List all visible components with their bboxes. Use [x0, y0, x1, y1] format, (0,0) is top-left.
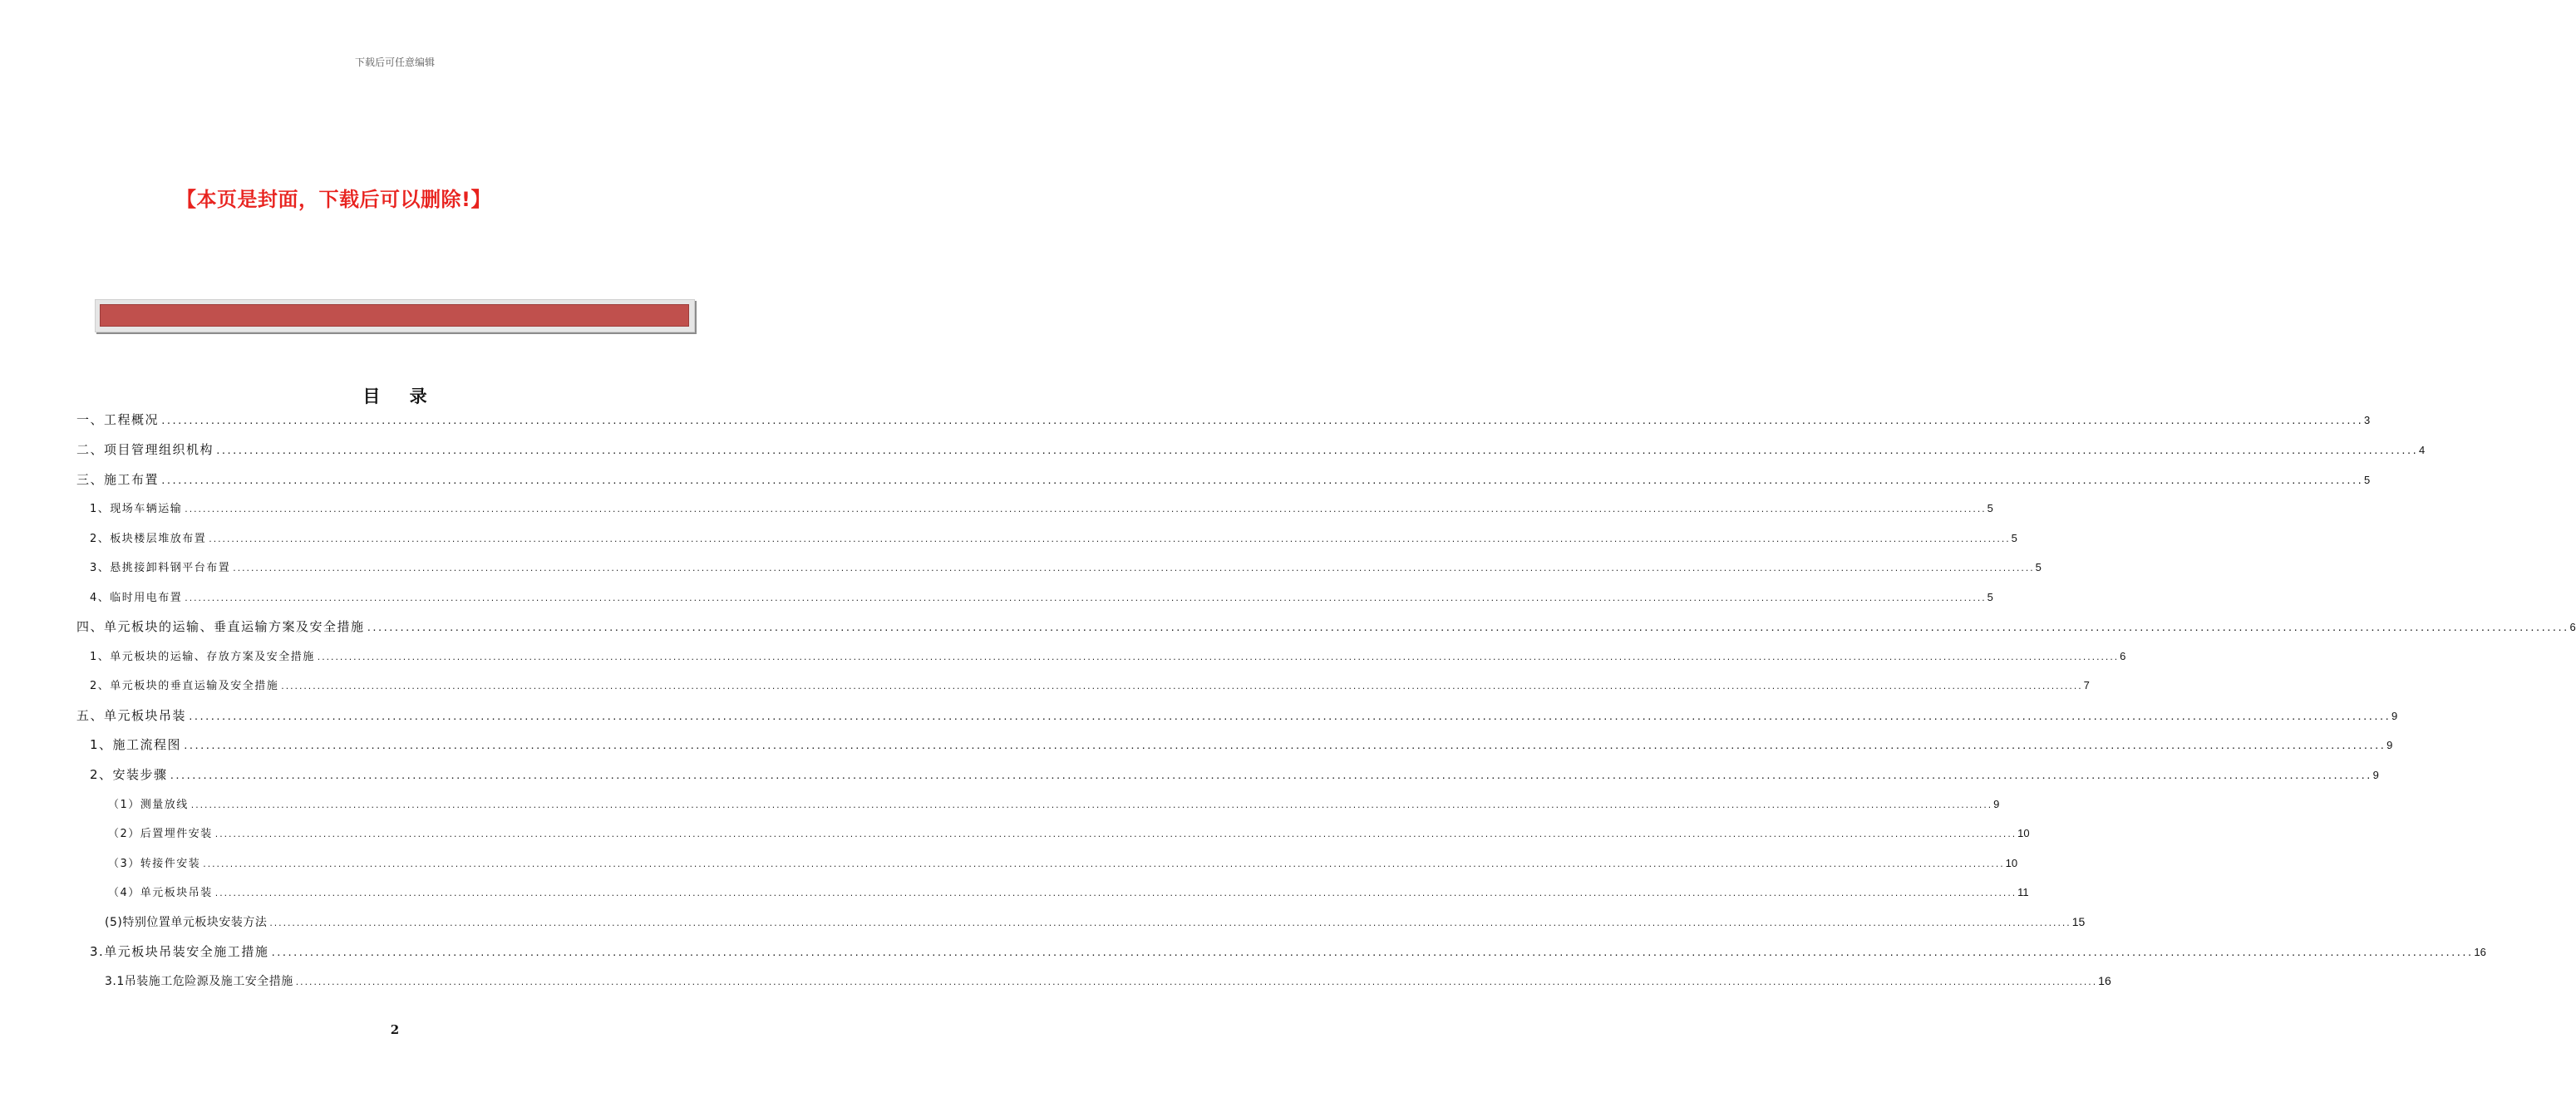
toc-entry-label: （3）转接件安装 [108, 858, 201, 870]
header-note: 下载后可任意编辑 [354, 57, 435, 68]
toc-dot-leader: ................................................................................................................................................................................................................................................................................................................................................................................................................ [280, 683, 2082, 691]
toc-dot-leader: ................................................................................................................................................................................................................................................................................................................................................................................................................ [188, 711, 2391, 722]
toc-dot-leader: ................................................................................................................................................................................................................................................................................................................................................................................................................ [316, 654, 2119, 662]
toc-entry-label: 2、安装步骤 [90, 767, 168, 782]
toc-entry[interactable] [76, 470, 2371, 488]
toc-entry-page: 10 [2017, 827, 2030, 839]
toc-entry[interactable] [108, 883, 2029, 899]
toc-entry-label: （2）后置埋件安装 [108, 828, 213, 840]
toc-entry[interactable] [108, 824, 2030, 840]
toc-entry-label: 2、板块楼层堆放布置 [90, 533, 207, 545]
toc-entry[interactable] [108, 854, 2018, 870]
toc-entry[interactable] [90, 558, 2042, 574]
toc-entry[interactable] [90, 736, 2393, 753]
toc-dot-leader: ................................................................................................................................................................................................................................................................................................................................................................................................................ [183, 741, 2386, 751]
toc-entry-label: 3.1吊装施工危险源及施工安全措施 [105, 975, 293, 988]
toc-entry-label: 3、悬挑接卸料钢平台布置 [90, 562, 231, 574]
toc-entry-label: （4）单元板块吊装 [108, 887, 213, 899]
page-number: 2 [390, 1022, 400, 1037]
toc-dot-leader: ................................................................................................................................................................................................................................................................................................................................................................................................................ [160, 475, 2363, 486]
toc-entry-page: 16 [2098, 974, 2111, 987]
toc-dot-leader: ................................................................................................................................................................................................................................................................................................................................................................................................................ [184, 506, 1986, 514]
toc-dot-leader: ................................................................................................................................................................................................................................................................................................................................................................................................................ [215, 445, 2418, 456]
toc-entry[interactable] [90, 677, 2090, 692]
toc-entry-label: 1、单元板块的运输、存放方案及安全措施 [90, 651, 315, 663]
toc-dot-leader: ................................................................................................................................................................................................................................................................................................................................................................................................................ [366, 622, 2569, 633]
toc-dot-leader: ................................................................................................................................................................................................................................................................................................................................................................................................................ [214, 831, 2017, 839]
toc-entry[interactable] [90, 499, 1993, 515]
toc-entry-page: 10 [2005, 857, 2018, 869]
toc-entry-label: 一、工程概况 [76, 412, 160, 427]
toc-entry[interactable] [90, 647, 2126, 663]
toc-entry-label: 1、施工流程图 [90, 737, 182, 752]
toc-dot-leader: ................................................................................................................................................................................................................................................................................................................................................................................................................ [202, 861, 2004, 869]
toc-dot-leader: ................................................................................................................................................................................................................................................................................................................................................................................................................ [214, 890, 2017, 898]
toc-entry-page: 16 [2474, 946, 2486, 958]
toc-dot-leader: ................................................................................................................................................................................................................................................................................................................................................................................................................ [208, 536, 2010, 544]
toc-entry-page: 11 [2017, 886, 2029, 898]
toc-entry-page: 9 [2386, 739, 2393, 751]
toc-entry[interactable] [105, 913, 2086, 930]
toc-entry[interactable] [90, 765, 2379, 783]
toc-entry-page: 3 [2364, 414, 2371, 426]
toc-entry[interactable] [90, 529, 2017, 545]
toc-entry-label: 四、单元板块的运输、垂直运输方案及安全措施 [76, 619, 365, 634]
toc-entry-page: 6 [2120, 650, 2126, 662]
toc-title: 目 录 [362, 386, 439, 406]
toc-entry[interactable] [76, 618, 2576, 635]
toc-entry-label: 三、施工布置 [76, 472, 160, 487]
toc-dot-leader: ................................................................................................................................................................................................................................................................................................................................................................................................................ [270, 947, 2473, 958]
toc-entry-page: 5 [2364, 474, 2371, 486]
toc-dot-leader: ................................................................................................................................................................................................................................................................................................................................................................................................................ [268, 920, 2071, 928]
toc-dot-leader: ................................................................................................................................................................................................................................................................................................................................................................................................................ [184, 595, 1986, 603]
toc-entry-page: 9 [1993, 798, 2000, 810]
toc-entry-label: 1、现场车辆运输 [90, 503, 183, 515]
toc-entry-label: (5)特别位置单元板块安装方法 [105, 916, 268, 929]
toc-dot-leader: ................................................................................................................................................................................................................................................................................................................................................................................................................ [294, 979, 2097, 987]
toc-entry[interactable] [90, 942, 2486, 960]
toc-entry[interactable] [108, 795, 2000, 811]
toc-dot-leader: ................................................................................................................................................................................................................................................................................................................................................................................................................ [190, 802, 1992, 810]
toc-entry-page: 7 [2083, 679, 2090, 691]
toc-entry[interactable] [76, 440, 2426, 458]
toc-entry-page: 6 [2569, 621, 2576, 633]
toc-dot-leader: ................................................................................................................................................................................................................................................................................................................................................................................................................ [160, 416, 2363, 426]
cover-notice: 【本页是封面，下载后可以删除!】 [176, 188, 491, 211]
cover-banner [95, 299, 695, 332]
toc-entry-label: （1）测量放线 [108, 799, 189, 811]
toc-entry-label: 3.单元板块吊装安全施工措施 [90, 944, 269, 959]
toc-dot-leader: ................................................................................................................................................................................................................................................................................................................................................................................................................ [169, 770, 2372, 781]
toc-entry-page: 4 [2419, 444, 2426, 456]
toc-entry-label: 二、项目管理组织机构 [76, 442, 214, 457]
toc-entry-page: 5 [2035, 561, 2042, 573]
toc-entry[interactable] [105, 972, 2111, 989]
toc-dot-leader: ................................................................................................................................................................................................................................................................................................................................................................................................................ [232, 565, 2034, 573]
toc-entry-label: 4、临时用电布置 [90, 592, 183, 604]
toc-entry[interactable] [90, 588, 1993, 604]
toc-entry-page: 5 [1987, 591, 1993, 603]
toc-entry-label: 五、单元板块吊装 [76, 708, 187, 723]
toc-entry-page: 9 [2372, 769, 2379, 781]
toc-entry[interactable] [76, 706, 2398, 724]
cover-banner-bar [100, 304, 689, 327]
toc-entry-page: 5 [2011, 532, 2017, 544]
toc-entry-page: 9 [2391, 710, 2398, 722]
toc-entry-page: 5 [1987, 502, 1993, 514]
toc-entry[interactable] [76, 411, 2371, 428]
toc-entry-label: 2、单元板块的垂直运输及安全措施 [90, 680, 279, 692]
toc-entry-page: 15 [2071, 915, 2086, 928]
